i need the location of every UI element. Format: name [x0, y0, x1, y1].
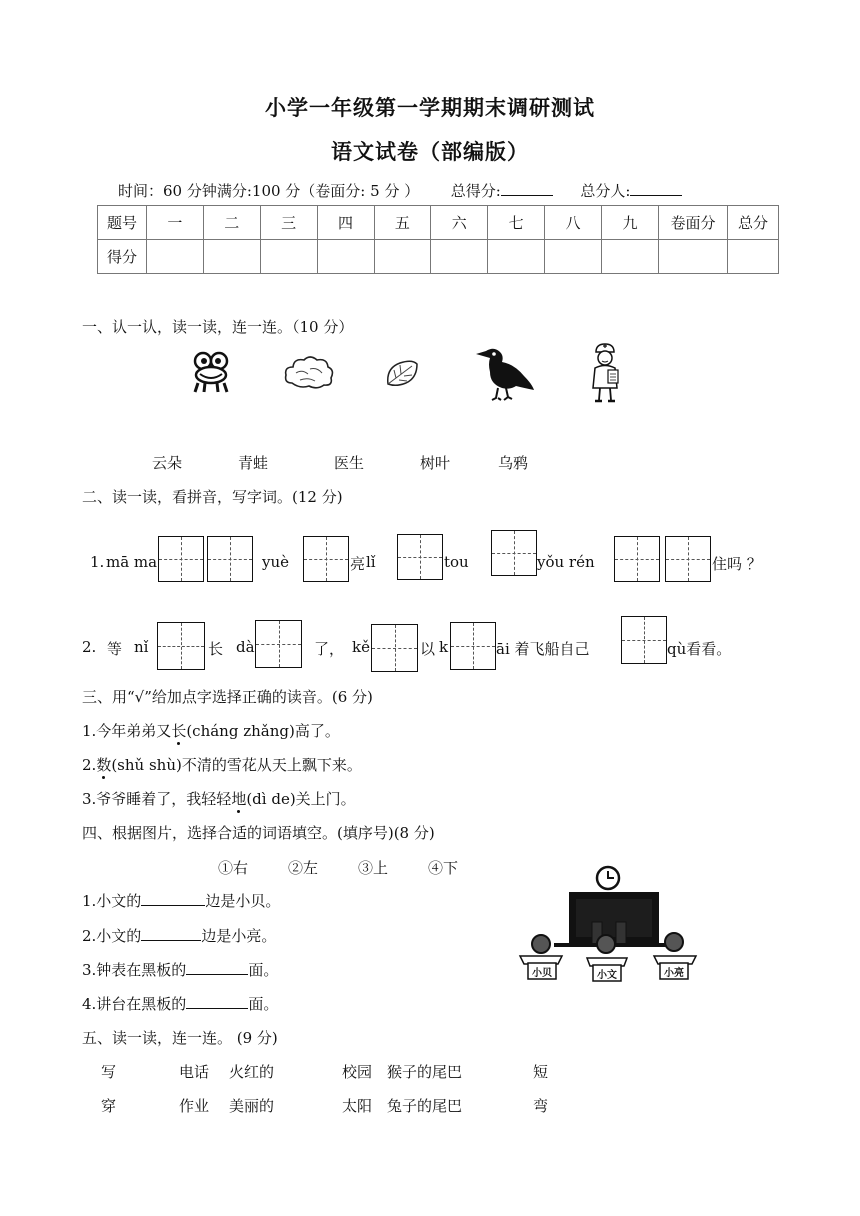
table-cell: 六 — [431, 206, 488, 240]
fill-item: 4.讲台在黑板的 面。 — [82, 995, 279, 1013]
fill-item: 3.钟表在黑板的 面。 — [82, 961, 279, 979]
section1-heading: 一、认一认，读一读，连一连。（10 分） — [82, 318, 354, 336]
section3-item: 3.爷爷睡着了，我轻轻地(dì de)关上门。 — [82, 790, 356, 808]
match-word: 树叶 — [420, 454, 451, 472]
table-cell: 总分 — [728, 206, 779, 240]
leaf-icon — [384, 358, 420, 388]
score-cell[interactable] — [545, 240, 602, 274]
section2-heading: 二、读一读，看拼音，写字词。(12 分) — [82, 488, 343, 506]
match-item: 猴子的尾巴 — [387, 1063, 463, 1081]
writing-box[interactable] — [157, 622, 205, 670]
writing-box[interactable] — [665, 536, 711, 582]
pinyin-text: lǐ — [366, 553, 376, 571]
table-cell: 得分 — [98, 240, 147, 274]
score-cell[interactable] — [374, 240, 431, 274]
match-item: 穿 — [101, 1097, 117, 1115]
char-text: 长 — [208, 640, 224, 658]
table-cell: 三 — [260, 206, 317, 240]
match-word: 云朵 — [152, 454, 183, 472]
option: ②左 — [288, 859, 319, 877]
dotted-char: 数 — [96, 756, 112, 774]
char-text: 以 — [420, 640, 436, 658]
total-score-blank[interactable] — [501, 181, 553, 196]
table-cell: 八 — [545, 206, 602, 240]
writing-box[interactable] — [397, 534, 443, 580]
time-info: 时间：60 分钟满分:100 分（卷面分: 5 分 ） — [118, 182, 420, 200]
option: ③上 — [358, 859, 389, 877]
char-text: 住吗 ？ — [712, 555, 762, 573]
match-item: 短 — [533, 1063, 549, 1081]
q1-number: 1. — [90, 553, 105, 571]
table-cell: 一 — [147, 206, 204, 240]
match-item: 电话 — [179, 1063, 210, 1081]
pinyin-text: yǒu rén — [537, 553, 595, 571]
char-text: qù看看。 — [667, 640, 732, 658]
char-text: 亮 — [350, 555, 366, 573]
match-item: 弯 — [533, 1097, 549, 1115]
match-item: 火红的 — [229, 1063, 275, 1081]
pinyin-text: yuè — [262, 553, 290, 571]
total-score-label: 总得分: — [450, 182, 501, 200]
match-item: 写 — [101, 1063, 117, 1081]
char-text: 了， — [314, 640, 345, 658]
scorer-label: 总分人: — [580, 182, 631, 200]
match-word: 乌鸦 — [498, 454, 529, 472]
table-cell: 七 — [488, 206, 545, 240]
answer-blank[interactable] — [186, 960, 248, 975]
score-cell[interactable] — [602, 240, 659, 274]
option: ①右 — [218, 859, 249, 877]
score-cell[interactable] — [260, 240, 317, 274]
classroom-picture — [514, 864, 714, 984]
match-word: 青蛙 — [238, 454, 269, 472]
exam-subtitle: 语文试卷（部编版） — [331, 139, 529, 164]
writing-box[interactable] — [491, 530, 537, 576]
section4-heading: 四、根据图片，选择合适的词语填空。(填序号)(8 分) — [82, 824, 435, 842]
pinyin-text: k — [439, 638, 449, 656]
table-cell: 卷面分 — [659, 206, 728, 240]
match-item: 太阳 — [342, 1097, 373, 1115]
writing-box[interactable] — [621, 616, 667, 664]
pinyin-text: tou — [444, 553, 469, 571]
section5-heading: 五、读一读，连一连。 (9 分) — [82, 1029, 278, 1047]
score-cell[interactable] — [659, 240, 728, 274]
section3-item: 2.数(shǔ shù)不清的雪花从天上飘下来。 — [82, 756, 362, 774]
match-item: 兔子的尾巴 — [387, 1097, 463, 1115]
writing-box[interactable] — [371, 624, 418, 672]
option: ④下 — [428, 859, 459, 877]
match-item: 作业 — [179, 1097, 210, 1115]
exam-title: 小学一年级第一学期期末调研测试 — [265, 95, 595, 120]
answer-blank[interactable] — [141, 926, 201, 941]
score-table — [97, 205, 779, 274]
dotted-char: 长 — [171, 722, 187, 740]
writing-box[interactable] — [614, 536, 660, 582]
scorer-blank[interactable] — [630, 181, 682, 196]
table-cell: 二 — [203, 206, 260, 240]
match-item: 美丽的 — [229, 1097, 275, 1115]
crow-icon — [474, 346, 536, 402]
score-cell[interactable] — [317, 240, 374, 274]
pinyin-text: dà — [236, 638, 255, 656]
match-word: 医生 — [334, 454, 365, 472]
score-table-header-row — [98, 206, 779, 240]
picture-label: 小文 — [597, 970, 617, 981]
table-cell: 五 — [374, 206, 431, 240]
pinyin-text: mā ma — [106, 553, 158, 571]
writing-box[interactable] — [450, 622, 496, 670]
cloud-icon — [282, 353, 336, 391]
table-cell: 四 — [317, 206, 374, 240]
section3-heading: 三、用“√”给加点字选择正确的读音。(6 分) — [82, 688, 373, 706]
char-text: 等 — [107, 640, 123, 658]
q2-number: 2. — [82, 638, 97, 656]
picture-label: 小贝 — [532, 968, 552, 979]
table-cell: 题号 — [98, 206, 147, 240]
answer-blank[interactable] — [141, 891, 205, 906]
writing-box[interactable] — [158, 536, 204, 582]
table-cell: 九 — [602, 206, 659, 240]
answer-blank[interactable] — [186, 994, 248, 1009]
score-table-score-row — [98, 240, 779, 274]
writing-box[interactable] — [207, 536, 253, 582]
exam-meta — [118, 180, 682, 201]
frog-icon — [190, 350, 232, 394]
score-cell[interactable] — [728, 240, 779, 274]
pinyin-text: kě — [352, 638, 370, 656]
doctor-icon — [586, 342, 624, 404]
fill-item: 2.小文的 边是小亮。 — [82, 927, 277, 945]
match-item: 校园 — [342, 1063, 373, 1081]
writing-box[interactable] — [303, 536, 349, 582]
section3-item: 1.今年弟弟又长(cháng zhǎng)高了。 — [82, 722, 340, 740]
writing-box[interactable] — [255, 620, 302, 668]
score-cell[interactable] — [431, 240, 488, 274]
char-text: āi 着飞船自己 — [496, 640, 590, 658]
score-cell[interactable] — [488, 240, 545, 274]
score-cell[interactable] — [147, 240, 204, 274]
pinyin-text: nǐ — [134, 638, 149, 656]
fill-item: 1.小文的 边是小贝。 — [82, 892, 281, 910]
score-cell[interactable] — [203, 240, 260, 274]
picture-label: 小亮 — [664, 968, 684, 979]
dotted-char: 地 — [231, 790, 247, 808]
